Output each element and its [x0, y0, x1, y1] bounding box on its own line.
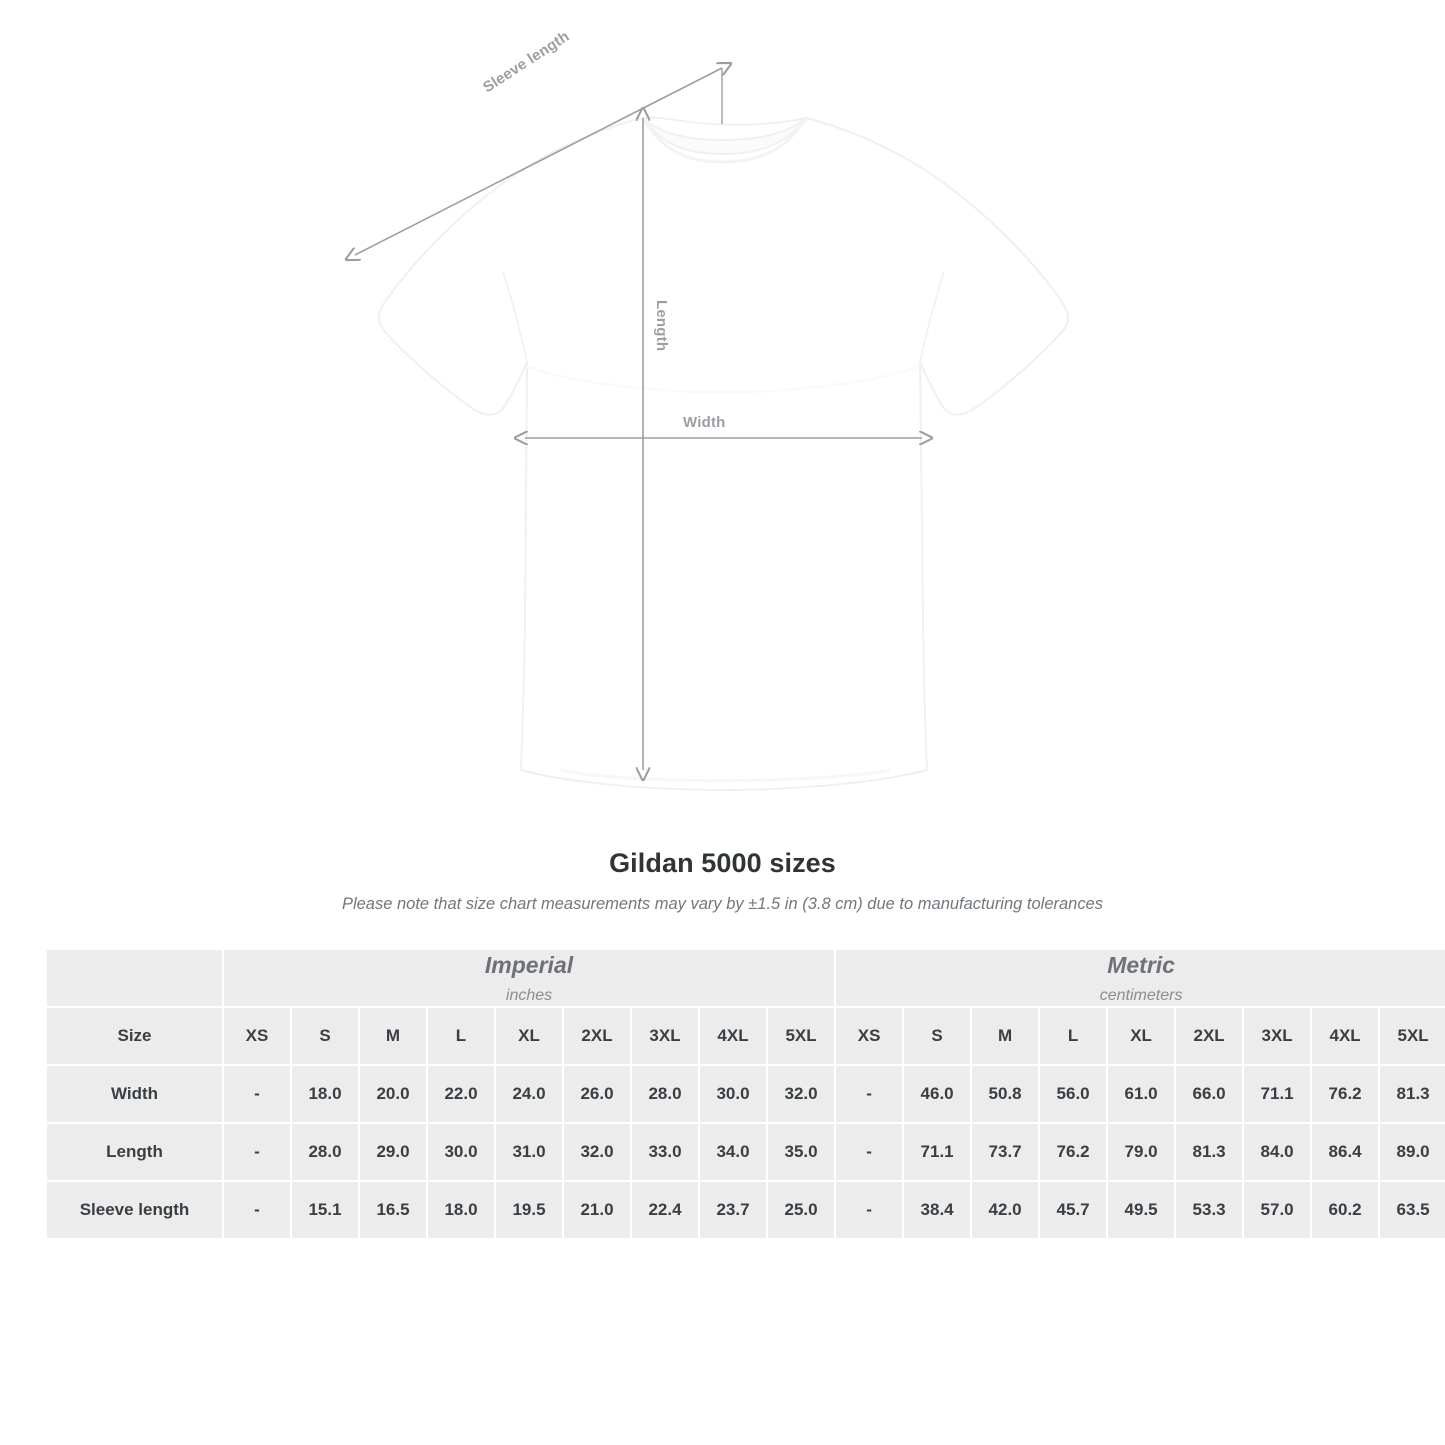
- sleeve-metric-s: 38.4: [904, 1182, 970, 1238]
- size-header-metric-3xl: 3XL: [1244, 1008, 1310, 1064]
- length-imperial-3xl: 33.0: [632, 1124, 698, 1180]
- title-block: [0, 848, 1445, 914]
- size-header-imperial-l: L: [428, 1008, 494, 1064]
- size-table: [45, 948, 1445, 1240]
- length-metric-m: 73.7: [972, 1124, 1038, 1180]
- length-metric-s: 71.1: [904, 1124, 970, 1180]
- size-table-wrap: [45, 948, 1430, 1240]
- width-imperial-3xl: 28.0: [632, 1066, 698, 1122]
- table-row-sleeve-length: [47, 1182, 1445, 1238]
- length-imperial-2xl: 32.0: [564, 1124, 630, 1180]
- size-header-metric-xl: XL: [1108, 1008, 1174, 1064]
- sleeve-metric-3xl: 57.0: [1244, 1182, 1310, 1238]
- width-imperial-s: 18.0: [292, 1066, 358, 1122]
- length-metric-3xl: 84.0: [1244, 1124, 1310, 1180]
- sleeve-metric-xs: -: [836, 1182, 902, 1238]
- size-header-imperial-4xl: 4XL: [700, 1008, 766, 1064]
- length-imperial-s: 28.0: [292, 1124, 358, 1180]
- sleeve-imperial-5xl: 25.0: [768, 1182, 834, 1238]
- sleeve-imperial-l: 18.0: [428, 1182, 494, 1238]
- length-imperial-m: 29.0: [360, 1124, 426, 1180]
- length-imperial-l: 30.0: [428, 1124, 494, 1180]
- unit-group-imperial-name: Imperial: [484, 951, 574, 978]
- size-header-metric-s: S: [904, 1008, 970, 1064]
- size-header-metric-4xl: 4XL: [1312, 1008, 1378, 1064]
- size-header-metric-xs: XS: [836, 1008, 902, 1064]
- length-imperial-5xl: 35.0: [768, 1124, 834, 1180]
- length-metric-xl: 79.0: [1108, 1124, 1174, 1180]
- length-metric-5xl: 89.0: [1380, 1124, 1445, 1180]
- sleeve-metric-m: 42.0: [972, 1182, 1038, 1238]
- unit-group-metric-name: Metric: [1107, 951, 1175, 978]
- size-header-metric-m: M: [972, 1008, 1038, 1064]
- width-metric-l: 56.0: [1040, 1066, 1106, 1122]
- sleeve-imperial-m: 16.5: [360, 1182, 426, 1238]
- sleeve-metric-xl: 49.5: [1108, 1182, 1174, 1238]
- size-header-metric-l: L: [1040, 1008, 1106, 1064]
- table-row-length: [47, 1124, 1445, 1180]
- sleeve-imperial-2xl: 21.0: [564, 1182, 630, 1238]
- width-imperial-m: 20.0: [360, 1066, 426, 1122]
- width-imperial-4xl: 30.0: [700, 1066, 766, 1122]
- width-imperial-5xl: 32.0: [768, 1066, 834, 1122]
- width-imperial-l: 22.0: [428, 1066, 494, 1122]
- sleeve-metric-2xl: 53.3: [1176, 1182, 1242, 1238]
- length-metric-xs: -: [836, 1124, 902, 1180]
- size-header-metric-2xl: 2XL: [1176, 1008, 1242, 1064]
- size-header-imperial-s: S: [292, 1008, 358, 1064]
- size-header-imperial-xs: XS: [224, 1008, 290, 1064]
- unit-header-corner: [47, 950, 222, 1006]
- sleeve-metric-4xl: 60.2: [1312, 1182, 1378, 1238]
- length-imperial-xs: -: [224, 1124, 290, 1180]
- unit-group-metric: [836, 950, 1445, 1006]
- width-metric-3xl: 71.1: [1244, 1066, 1310, 1122]
- width-metric-m: 50.8: [972, 1066, 1038, 1122]
- width-metric-s: 46.0: [904, 1066, 970, 1122]
- unit-group-imperial: [224, 950, 834, 1006]
- size-header-imperial-5xl: 5XL: [768, 1008, 834, 1064]
- sleeve-imperial-s: 15.1: [292, 1182, 358, 1238]
- width-metric-xs: -: [836, 1066, 902, 1122]
- width-metric-2xl: 66.0: [1176, 1066, 1242, 1122]
- size-header-metric-5xl: 5XL: [1380, 1008, 1445, 1064]
- width-imperial-xl: 24.0: [496, 1066, 562, 1122]
- length-metric-4xl: 86.4: [1312, 1124, 1378, 1180]
- unit-group-imperial-sub: inches: [505, 986, 553, 1004]
- width-label: Width: [683, 414, 726, 431]
- length-imperial-4xl: 34.0: [700, 1124, 766, 1180]
- table-row-width: [47, 1066, 1445, 1122]
- sleeve-metric-l: 45.7: [1040, 1182, 1106, 1238]
- size-header-imperial-m: M: [360, 1008, 426, 1064]
- sleeve-length-label: Sleeve length: [480, 27, 573, 97]
- length-metric-2xl: 81.3: [1176, 1124, 1242, 1180]
- tshirt-shape: [379, 118, 1068, 790]
- sleeve-imperial-4xl: 23.7: [700, 1182, 766, 1238]
- width-metric-5xl: 81.3: [1380, 1066, 1445, 1122]
- width-metric-xl: 61.0: [1108, 1066, 1174, 1122]
- length-imperial-xl: 31.0: [496, 1124, 562, 1180]
- page-title: Gildan 5000 sizes: [609, 848, 836, 878]
- unit-group-metric-sub: centimeters: [1099, 986, 1183, 1004]
- length-label: Length: [653, 300, 670, 352]
- width-imperial-xs: -: [224, 1066, 290, 1122]
- size-header-imperial-xl: XL: [496, 1008, 562, 1064]
- row-label-length: Length: [47, 1124, 222, 1180]
- sleeve-imperial-xs: -: [224, 1182, 290, 1238]
- sleeve-imperial-3xl: 22.4: [632, 1182, 698, 1238]
- size-header-imperial-2xl: 2XL: [564, 1008, 630, 1064]
- length-metric-l: 76.2: [1040, 1124, 1106, 1180]
- width-metric-4xl: 76.2: [1312, 1066, 1378, 1122]
- size-header-label: Size: [47, 1008, 222, 1064]
- size-header-row: [47, 1008, 1445, 1064]
- tolerance-note: Please note that size chart measurements may vary by ±1.5 in (3.8 cm) due to manufacturing tolerances: [341, 895, 1104, 913]
- row-label-width: Width: [47, 1066, 222, 1122]
- sleeve-metric-5xl: 63.5: [1380, 1182, 1445, 1238]
- size-header-imperial-3xl: 3XL: [632, 1008, 698, 1064]
- width-imperial-2xl: 26.0: [564, 1066, 630, 1122]
- row-label-sleeve-length: Sleeve length: [47, 1182, 222, 1238]
- unit-header-row: [47, 950, 1445, 1006]
- sleeve-imperial-xl: 19.5: [496, 1182, 562, 1238]
